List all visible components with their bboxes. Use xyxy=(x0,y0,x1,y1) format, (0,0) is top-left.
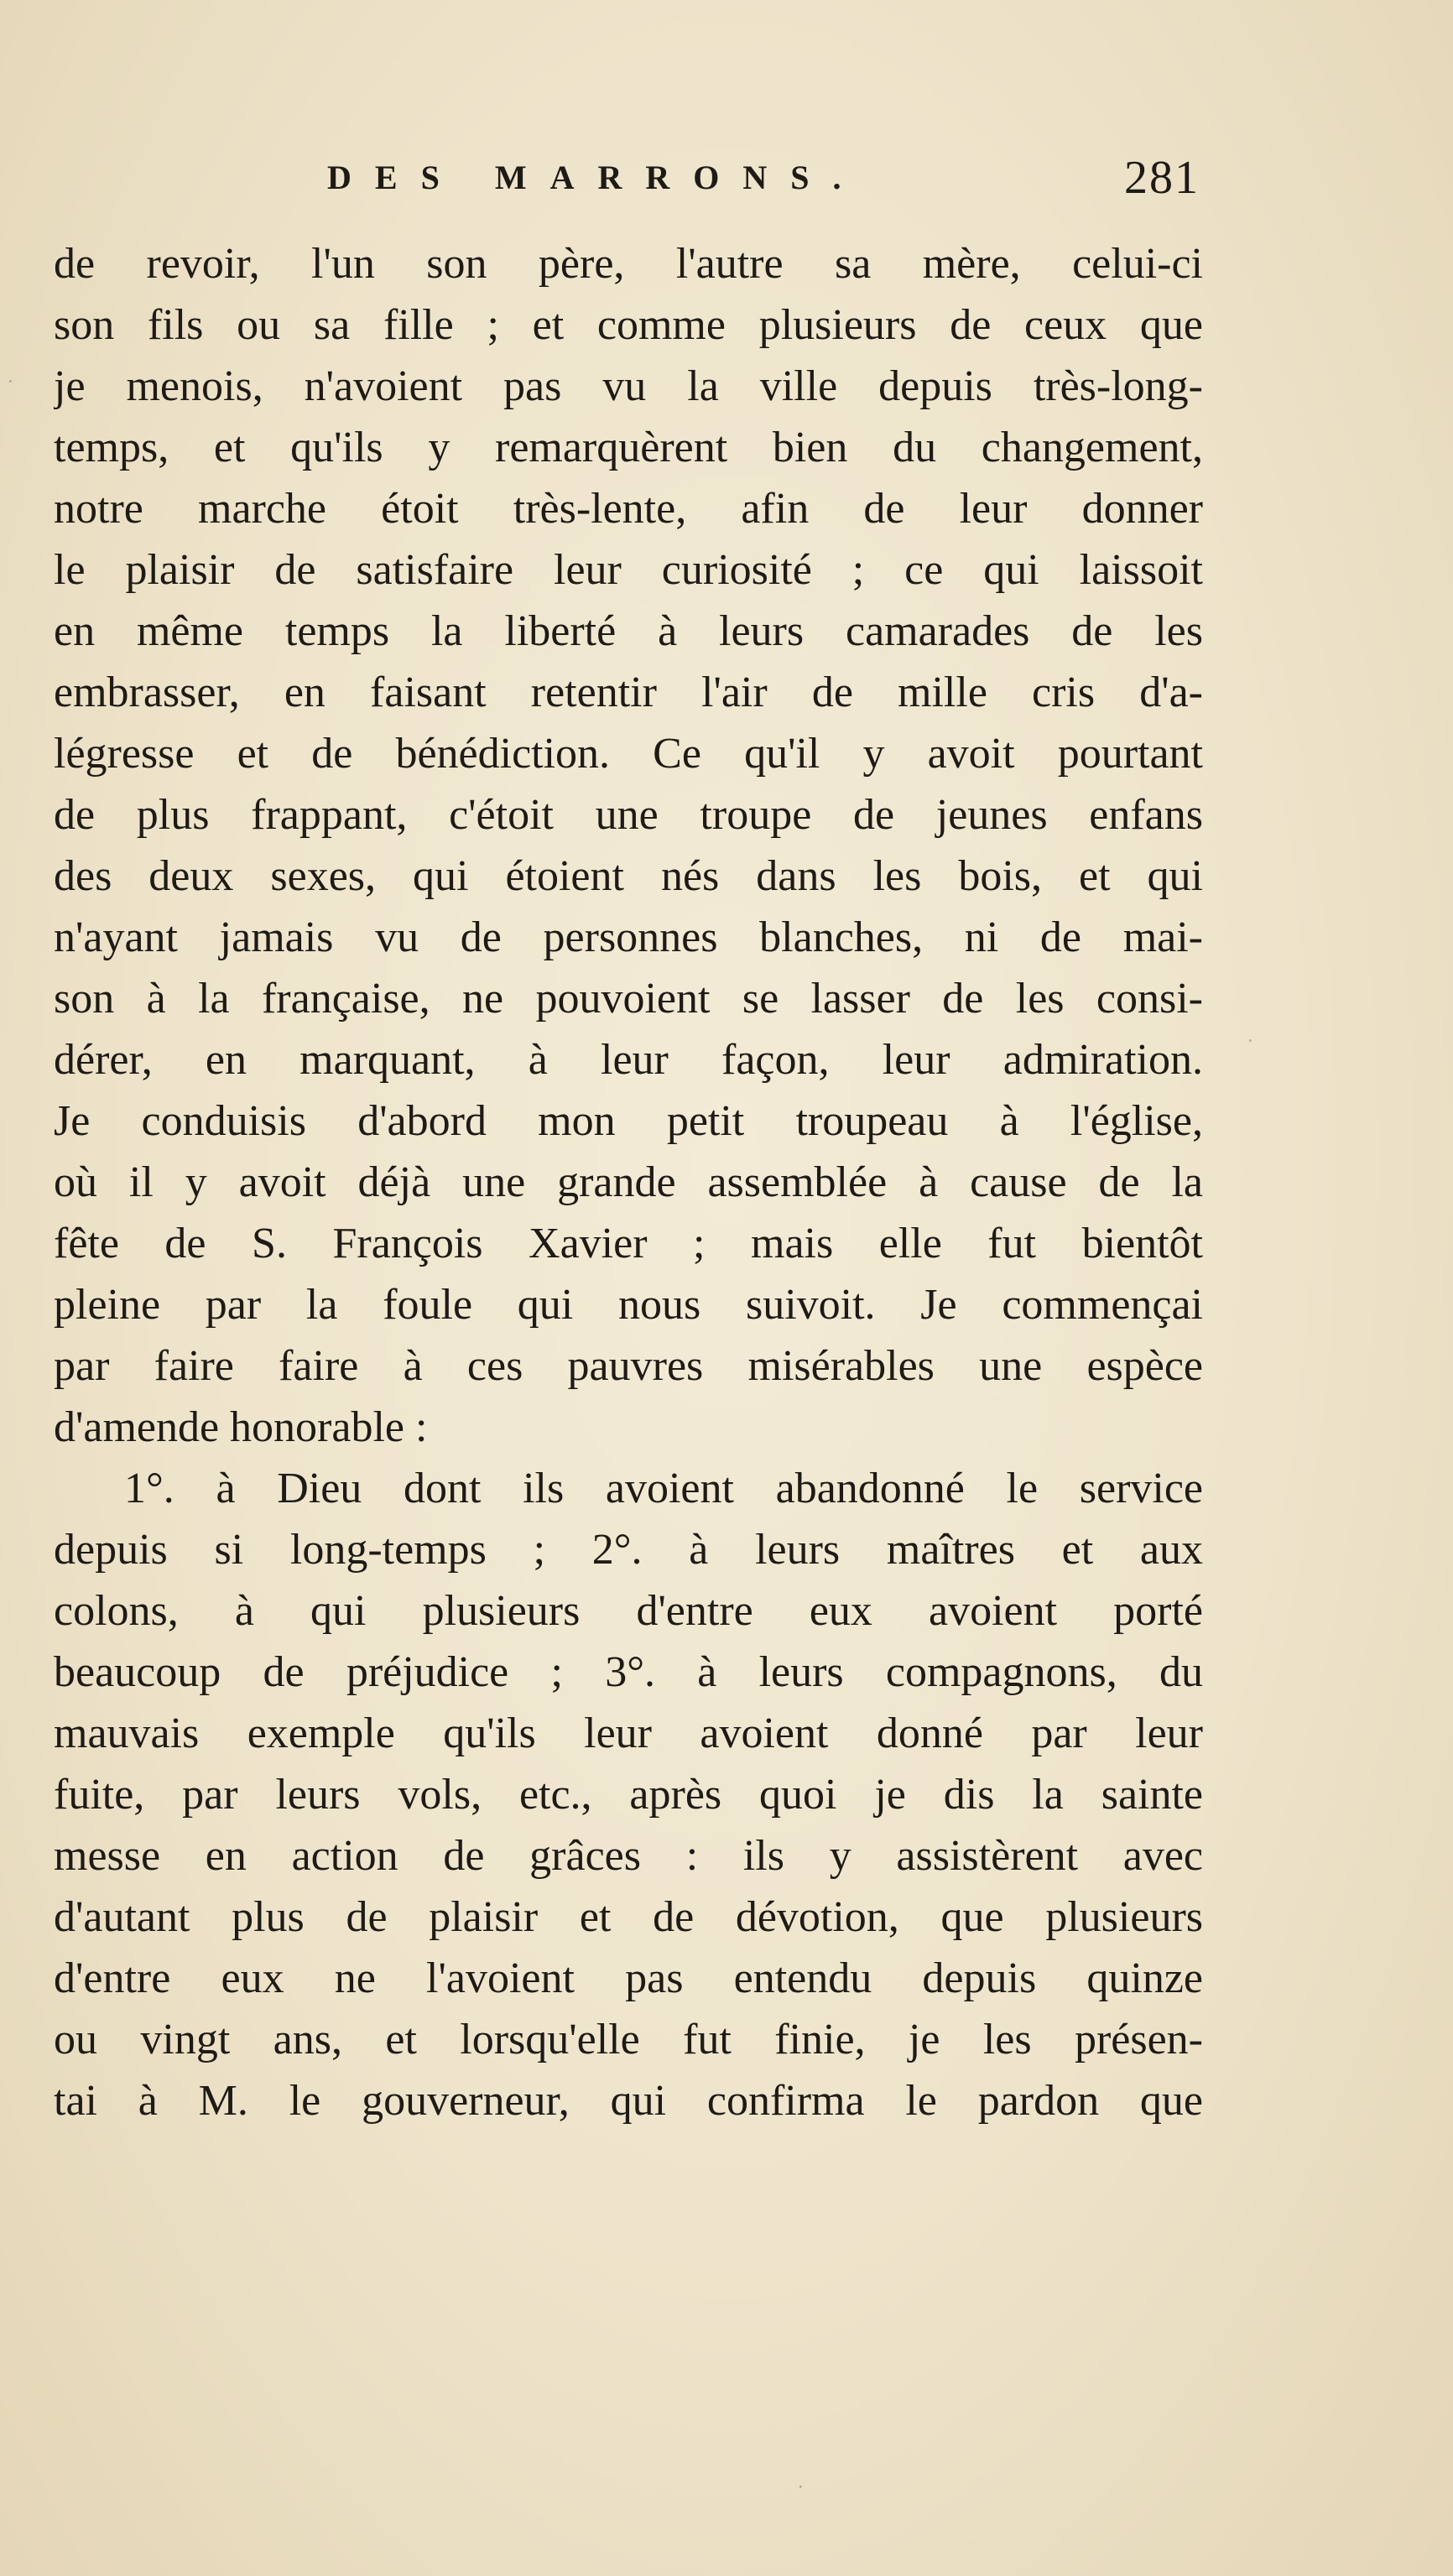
page-header xyxy=(327,151,1200,218)
text-line: légresse et de bénédiction. Ce qu'il y avoit pourtant xyxy=(54,730,1203,778)
text-line: d'amende honorable : xyxy=(54,1403,428,1451)
text-line: notre marche étoit très-lente, afin de leur donner xyxy=(54,485,1203,533)
text-line: depuis si long-temps ; 2°. à leurs maîtres et aux xyxy=(54,1526,1203,1574)
text-line: messe en action de grâces : ils y assistèrent avec xyxy=(54,1832,1203,1880)
text-line: tai à M. le gouverneur, qui confirma le pardon que xyxy=(54,2077,1203,2125)
text-line: 1°. à Dieu dont ils avoient abandonné le service xyxy=(124,1465,1203,1512)
text-line: où il y avoit déjà une grande assemblée à cause de la xyxy=(54,1158,1203,1206)
text-line: d'entre eux ne l'avoient pas entendu depuis quinze xyxy=(54,1954,1203,2002)
text-line: des deux sexes, qui étoient nés dans les bois, et qui xyxy=(54,852,1203,900)
text-line: de plus frappant, c'étoit une troupe de jeunes enfans xyxy=(54,791,1203,839)
paper-speck: · xyxy=(797,2475,805,2499)
text-line: colons, à qui plusieurs d'entre eux avoient porté xyxy=(54,1587,1203,1635)
body-text xyxy=(54,233,1203,2131)
text-line: d'autant plus de plaisir et de dévotion, que plusieurs xyxy=(54,1893,1203,1941)
text-line: de revoir, l'un son père, l'autre sa mère, celui-ci xyxy=(54,240,1203,288)
paper-speck: · xyxy=(1247,1028,1254,1053)
text-line: mauvais exemple qu'ils leur avoient donné par leur xyxy=(54,1710,1203,1757)
text-line: fête de S. François Xavier ; mais elle fut bientôt xyxy=(54,1220,1203,1267)
text-line: son à la française, ne pouvoient se lasser de les consi- xyxy=(54,975,1203,1023)
paper-speck: · xyxy=(7,369,14,393)
text-line: temps, et qu'ils y remarquèrent bien du changement, xyxy=(54,424,1203,471)
text-line: embrasser, en faisant retentir l'air de mille cris d'a- xyxy=(54,669,1203,716)
text-line: beaucoup de préjudice ; 3°. à leurs compagnons, du xyxy=(54,1648,1203,1696)
page-number: 281 xyxy=(1124,152,1200,204)
text-line: par faire faire à ces pauvres misérables une espèce xyxy=(54,1342,1203,1390)
text-line: ou vingt ans, et lorsqu'elle fut finie, je les présen- xyxy=(54,2016,1203,2063)
text-line: en même temps la liberté à leurs camarades de les xyxy=(54,607,1203,655)
text-line: dérer, en marquant, à leur façon, leur admiration. xyxy=(54,1036,1203,1084)
text-line: Je conduisis d'abord mon petit troupeau à l'église, xyxy=(54,1097,1203,1145)
text-line: son fils ou sa fille ; et comme plusieurs de ceux que xyxy=(54,301,1203,349)
text-line: je menois, n'avoient pas vu la ville depuis très-long- xyxy=(54,362,1203,410)
text-line: pleine par la foule qui nous suivoit. Je commençai xyxy=(54,1281,1203,1329)
text-line: le plaisir de satisfaire leur curiosité ; ce qui laissoit xyxy=(54,546,1203,594)
running-title: DES MARRONS. xyxy=(327,159,865,196)
text-line: fuite, par leurs vols, etc., après quoi je dis la sainte xyxy=(54,1771,1203,1819)
text-line: n'ayant jamais vu de personnes blanches, ni de mai- xyxy=(54,913,1203,961)
